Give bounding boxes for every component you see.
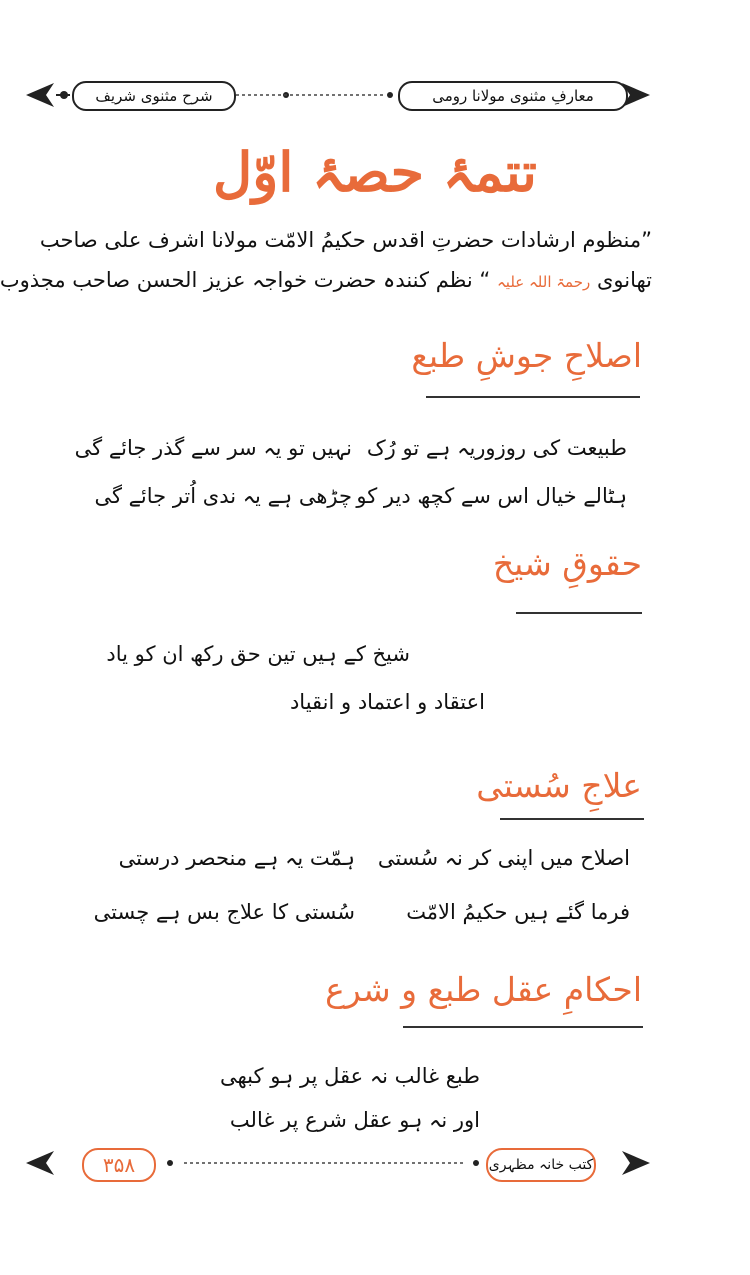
intro-text: “ نظم کنندہ حضرت خواجہ عزیز الحسن صاحب مجذوب bbox=[0, 268, 491, 292]
verse-line: طبع غالب نہ عقل پر ہو کبھی bbox=[220, 1064, 480, 1088]
section-title: شرح مثنوی شریف bbox=[72, 81, 236, 111]
header-band bbox=[24, 75, 652, 115]
intro-line-1: ”منظوم ارشادات حضرتِ اقدس حکیمُ الامّت مولانا اشرف علی صاحب bbox=[39, 228, 652, 252]
verse-right: ہٹالے خیال اس سے کچھ دیر کو bbox=[356, 484, 627, 508]
intro-line-2 bbox=[0, 268, 652, 292]
verse-right: اصلاح میں اپنی کر نہ سُستی bbox=[377, 846, 630, 870]
verse-line: شیخ کے ہیں تین حق رکھ ان کو یاد bbox=[106, 642, 410, 666]
section-heading: اصلاحِ جوشِ طبع bbox=[411, 336, 642, 375]
verse-right: فرما گئے ہیں حکیمُ الامّت bbox=[406, 900, 630, 924]
verse-left: نہیں تو یہ سر سے گذر جائے گی bbox=[74, 436, 352, 460]
heading-underline bbox=[500, 818, 644, 820]
section-heading: علاجِ سُستی bbox=[476, 766, 642, 805]
book-title: معارفِ مثنوی مولانا رومی bbox=[398, 81, 628, 111]
page-title: تتمۂ حصۂ اوّل bbox=[213, 140, 537, 204]
verse-left: ہمّت یہ ہے منحصر درستی bbox=[118, 846, 355, 870]
heading-underline bbox=[426, 396, 640, 398]
leaf-ornament-icon bbox=[26, 83, 54, 107]
heading-underline bbox=[516, 612, 642, 614]
verse-line: اعتقاد و اعتماد و انقیاد bbox=[289, 690, 485, 714]
publisher-name: کتب خانہ مظہری bbox=[486, 1148, 596, 1182]
section-heading: احکامِ عقل طبع و شرع bbox=[325, 970, 642, 1009]
section-heading: حقوقِ شیخ bbox=[492, 544, 642, 583]
heading-underline bbox=[403, 1026, 643, 1028]
leaf-ornament-icon bbox=[26, 1151, 54, 1175]
verse-right: طبیعت کی روزوریہ ہے تو رُک bbox=[366, 436, 627, 460]
verse-left: چڑھی ہے یہ ندی اُتر جائے گی bbox=[94, 484, 352, 508]
leaf-ornament-icon bbox=[622, 1151, 650, 1175]
intro-text: تھانوی bbox=[596, 268, 652, 292]
page-number: ۳۵۸ bbox=[82, 1148, 156, 1182]
verse-line: اور نہ ہو عقل شرع پر غالب bbox=[229, 1108, 480, 1132]
honorific: رحمۃ اللہ علیہ bbox=[497, 273, 591, 291]
verse-left: سُستی کا علاج بس ہے چستی bbox=[93, 900, 355, 924]
